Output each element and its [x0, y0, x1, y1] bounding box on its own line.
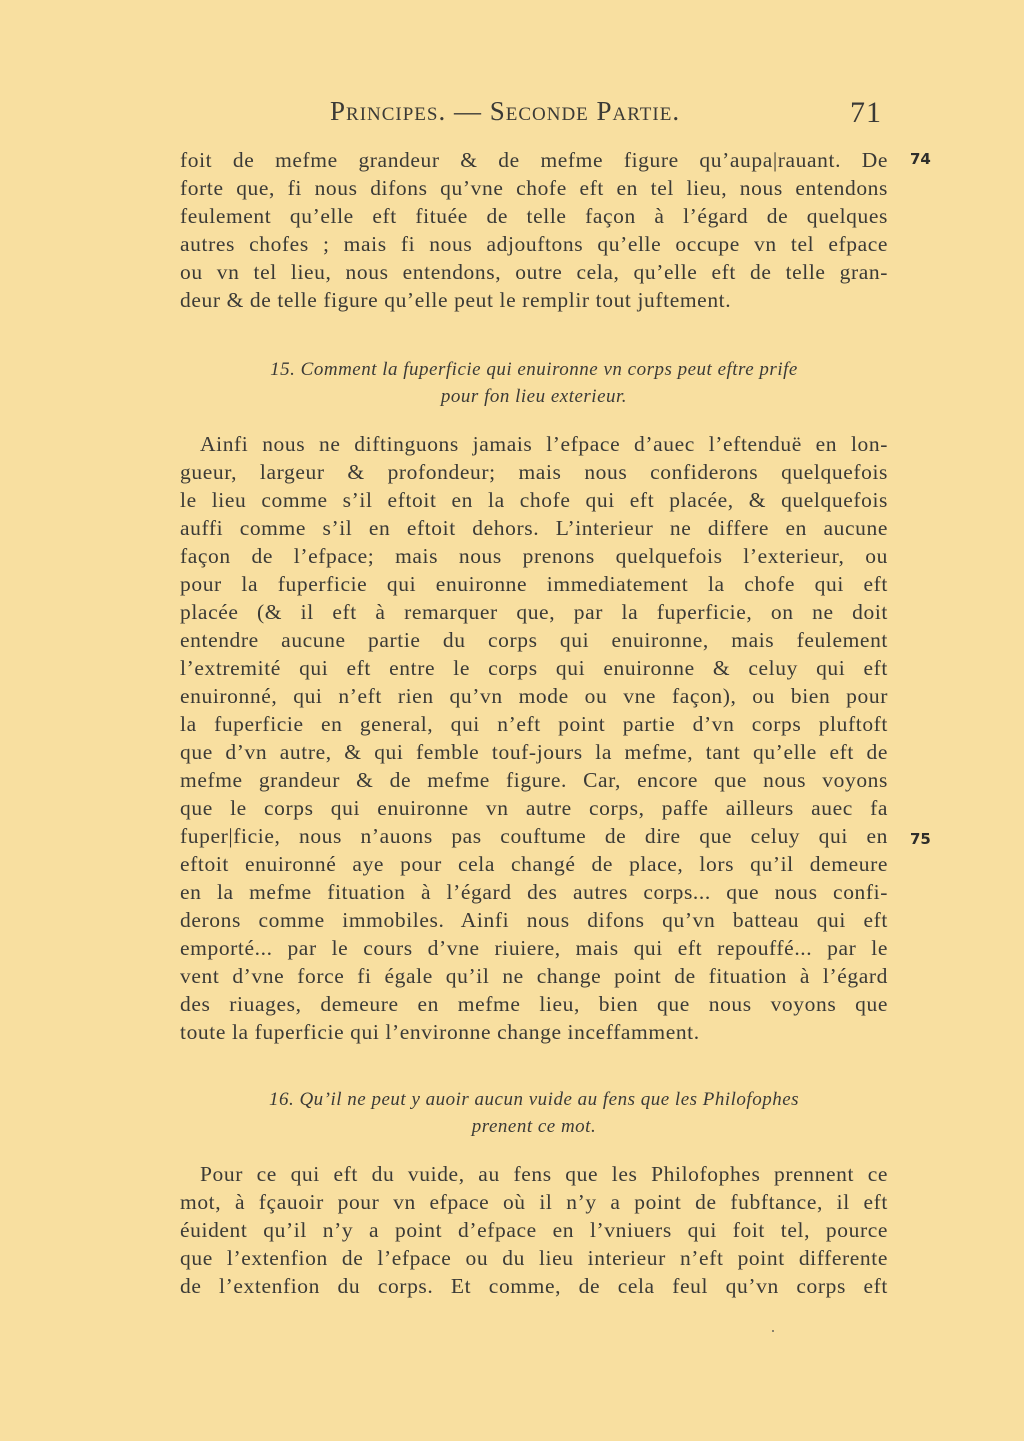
section-15-paragraph: [180, 430, 888, 1046]
caption-line: pour fon lieu exterieur.: [440, 386, 628, 407]
text-line: foit de mefme grandeur & de mefme figure qu’aupa|rauant. De: [180, 148, 888, 172]
text-line: Ainfi nous ne diftinguons jamais l’efpace d’auec l’eftenduë en lon-: [200, 432, 888, 456]
text-line: toute la fuperficie qui l’environne change inceffamment.: [180, 1020, 700, 1044]
text-line: ou vn tel lieu, nous entendons, outre cela, qu’elle eft de telle gran-: [180, 260, 888, 284]
running-head: [330, 96, 890, 127]
text-line: de l’extenfion du corps. Et comme, de cela feul qu’vn corps eft: [180, 1274, 888, 1298]
caption-line: 15. Comment la fuperficie qui enuironne vn corps peut eftre prife: [270, 359, 798, 380]
text-line: mefme grandeur & de mefme figure. Car, encore que nous voyons: [180, 768, 888, 792]
section-16-caption: [180, 1086, 888, 1140]
text-line: que l’extenfion de l’efpace ou du lieu interieur n’eft point differente: [180, 1246, 888, 1270]
text-line: mot, à fçauoir pour vn efpace où il n’y a point de fubftance, il eft: [180, 1190, 888, 1214]
running-head-title: Principes. — Seconde Partie.: [330, 96, 681, 126]
text-line: forte que, fi nous difons qu’vne chofe eft en tel lieu, nous entendons: [180, 176, 888, 200]
text-line: que d’vn autre, & qui femble touf-jours la mefme, tant qu’elle eft de: [180, 740, 888, 764]
paper-speck: [772, 1330, 774, 1332]
text-line: la fuperficie en general, qui n’eft point partie d’vn corps pluftoft: [180, 712, 888, 736]
margin-number-74: 74: [910, 150, 931, 168]
text-line: autres chofes ; mais fi nous adjouftons qu’elle occupe vn tel efpace: [180, 232, 888, 256]
caption-line: 16. Qu’il ne peut y auoir aucun vuide au fens que les Philofophes: [268, 1089, 800, 1110]
text-line: en la mefme fituation à l’égard des autres corps... que nous confi-: [180, 880, 888, 904]
text-line: façon de l’efpace; mais nous prenons quelquefois l’exterieur, ou: [180, 544, 888, 568]
page-number: 71: [850, 96, 882, 129]
text-line: feulement qu’elle eft fituée de telle façon à l’égard de quelques: [180, 204, 888, 228]
text-line: le lieu comme s’il eftoit en la chofe qui eft placée, & quelquefois: [180, 488, 888, 512]
text-line: gueur, largeur & profondeur; mais nous confiderons quelquefois: [180, 460, 888, 484]
text-line: derons comme immobiles. Ainfi nous difons qu’vn batteau qui eft: [180, 908, 888, 932]
text-line: placée (& il eft à remarquer que, par la fuperficie, on ne doit: [180, 600, 888, 624]
paragraph-continued: [180, 146, 888, 314]
text-line: deur & de telle figure qu’elle peut le remplir tout juftement.: [180, 288, 732, 312]
text-line: eftoit enuironné aye pour cela changé de place, lors qu’il demeure: [180, 852, 888, 876]
text-line: pour la fuperficie qui enuironne immediatement la chofe qui eft: [180, 572, 888, 596]
text-line: Pour ce qui eft du vuide, au fens que les Philofophes prennent ce: [200, 1162, 888, 1186]
text-line: des riuages, demeure en mefme lieu, bien que nous voyons que: [180, 992, 888, 1016]
text-line: enuironné, qui n’eft rien qu’vn mode ou vne façon), ou bien pour: [180, 684, 888, 708]
caption-line: prenent ce mot.: [471, 1116, 597, 1137]
text-line: entendre aucune partie du corps qui enuironne, mais feulement: [180, 628, 888, 652]
text-line: vent d’vne force fi égale qu’il ne change point de fituation à l’égard: [180, 964, 888, 988]
text-line: fuper|ficie, nous n’auons pas couftume de dire que celuy qui en: [180, 824, 888, 848]
section-15-caption: [180, 356, 888, 410]
text-line: emporté... par le cours d’vne riuiere, mais qui eft repouffé... par le: [180, 936, 888, 960]
section-16-paragraph: [180, 1160, 888, 1300]
text-line: l’extremité qui eft entre le corps qui enuironne & celuy qui eft: [180, 656, 888, 680]
text-line: éuident qu’il n’y a point d’efpace en l’vniuers qui foit tel, pource: [180, 1218, 888, 1242]
text-line: que le corps qui enuironne vn autre corps, paffe ailleurs auec fa: [180, 796, 888, 820]
margin-number-75: 75: [910, 830, 931, 848]
text-line: auffi comme s’il en eftoit dehors. L’interieur ne differe en aucune: [180, 516, 888, 540]
